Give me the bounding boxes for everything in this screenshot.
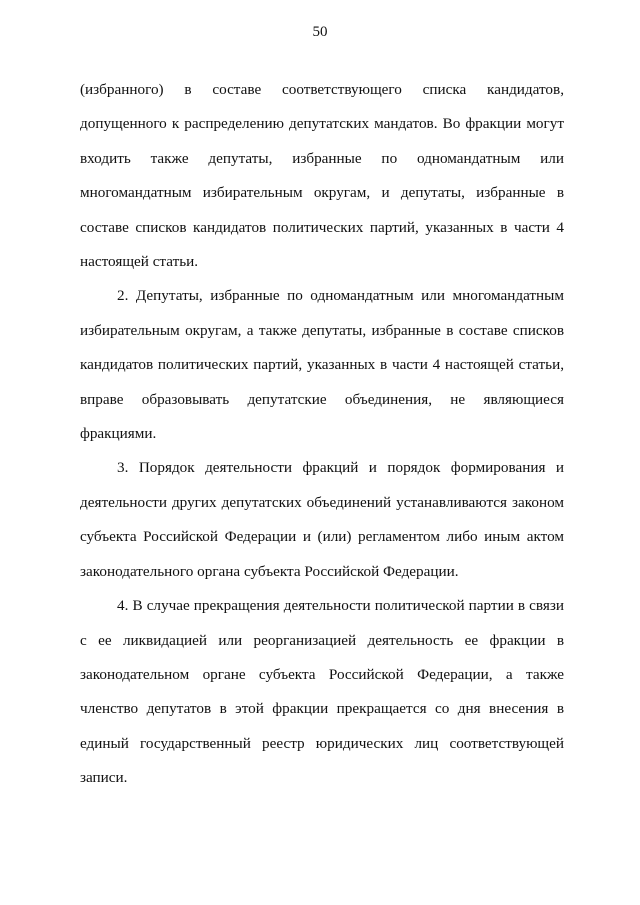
paragraph-4: 4. В случае прекращения деятельности политической партии в связи с ее ликвидацией или реорганизацией деятельность ее фракции в законодательном органе субъекта Российской Федерации, а также членство депутатов в этой фракции прекращается со дня внесения в единый государственный реестр юридических лиц соответствующей записи. [80,597,564,787]
document-body [80,73,564,796]
paragraph-2: 2. Депутаты, избранные по одномандатным или многомандатным избирательным округам, а также депутаты, избранные в составе списков кандидатов политических партий, указанных в части 4 настоящей статьи, вправе образовывать депутатские объединения, не являющиеся фракциями. [80,287,564,443]
paragraph-3: 3. Порядок деятельности фракций и порядок формирования и деятельности других депутатских объединений устанавливаются законом субъекта Российской Федерации и (или) регламентом либо иным актом законодательного органа субъекта Российской Федерации. [80,459,564,580]
paragraph-continuation: (избранного) в составе соответствующего списка кандидатов, допущенного к распределению депутатских мандатов. Во фракции могут входить также депутаты, избранные по одномандатным или многомандатным избирательным округам, и депутаты, избранные в составе списков кандидатов политических партий, указанных в части 4 настоящей статьи. [80,81,564,271]
page-number: 50 [312,24,328,40]
